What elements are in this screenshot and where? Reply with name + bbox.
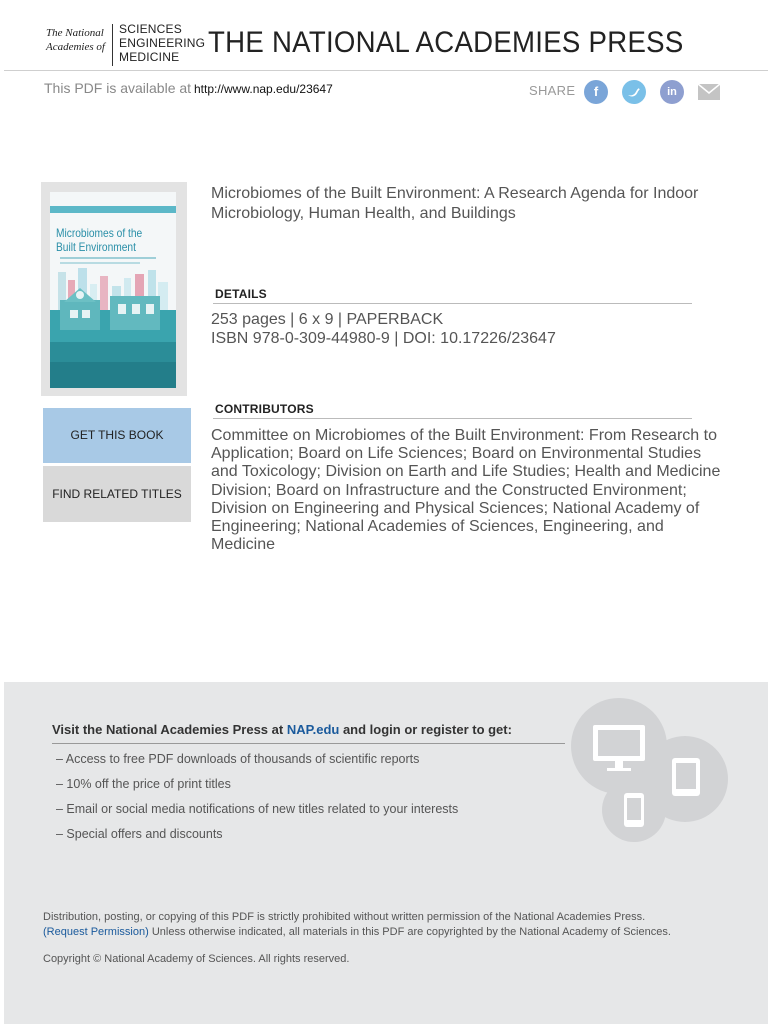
header-divider	[4, 70, 768, 71]
logo-line: SCIENCES	[119, 22, 182, 36]
book-title: Microbiomes of the Built Environment: A Research Agenda for Indoor Microbiology, Human Health, and Buildings	[211, 185, 699, 222]
details-pages: 253 pages | 6 x 9 | PAPERBACK	[211, 311, 444, 328]
monitor-icon	[593, 725, 645, 771]
copyright-notice: Copyright © National Academy of Sciences. All rights reserved.	[43, 953, 350, 965]
logo-left-text	[46, 26, 108, 54]
details-heading: DETAILS	[215, 287, 267, 301]
details-divider	[213, 303, 692, 304]
details-isbn: ISBN 978-0-309-44980-9 | DOI: 10.17226/23647	[211, 330, 556, 347]
contributors-divider	[213, 418, 692, 419]
logo-line: The National	[46, 27, 104, 39]
distribution-line2-text: Unless otherwise indicated, all materials in this PDF are copyrighted by the National Academy of Sciences.	[148, 926, 671, 938]
logo-line: MEDICINE	[119, 50, 180, 64]
logo-line: ENGINEERING	[119, 36, 206, 50]
visit-suffix: and login or register to get:	[339, 722, 512, 737]
book-cover[interactable]	[50, 192, 176, 388]
contributors-heading: CONTRIBUTORS	[215, 402, 314, 416]
benefit-item: – Access to free PDF downloads of thousands of scientific reports	[56, 752, 420, 766]
contributors-text: Committee on Microbiomes of the Built Environment: From Research to Application; Board on Life Sciences; Board on Environmental Studies and Toxicology; Division on Earth and Life Studies; Health and Medicine Division; Board on Infrastructure and the Constructed Environment; Division on Engineering and Physical Sciences; National Academy of Engineering; National Academies of Sciences, Engineering, and Medicine	[211, 427, 721, 554]
facebook-icon[interactable]: f	[584, 80, 608, 104]
press-title: THE NATIONAL ACADEMIES PRESS	[208, 26, 684, 59]
email-icon[interactable]	[698, 84, 720, 100]
linkedin-icon[interactable]: in	[660, 80, 684, 104]
distribution-line2	[43, 925, 743, 940]
cover-illustration	[50, 192, 176, 388]
book-url-link[interactable]: http://www.nap.edu/23647	[194, 82, 333, 96]
benefit-item: – Email or social media notifications of new titles related to your interests	[56, 802, 459, 816]
nap-link[interactable]: NAP.edu	[286, 722, 340, 737]
find-related-titles-button[interactable]: FIND RELATED TITLES	[43, 466, 191, 522]
benefit-item: – 10% off the price of print titles	[56, 777, 231, 791]
visit-prefix: Visit the National Academies Press at	[52, 722, 287, 737]
device-icons	[571, 698, 731, 844]
logo-right-text	[119, 22, 205, 64]
phone-icon	[624, 793, 644, 827]
availability-label: This PDF is available at	[44, 80, 192, 96]
benefit-item: – Special offers and discounts	[56, 827, 223, 841]
distribution-line: Distribution, posting, or copying of this PDF is strictly prohibited without written permission of the National Academies Press.	[43, 911, 646, 923]
logo-divider	[112, 24, 113, 66]
twitter-icon[interactable]	[622, 80, 646, 104]
cover-title-line: Built Environment	[56, 240, 136, 254]
tablet-icon	[672, 758, 700, 796]
visit-nap-line	[52, 722, 512, 737]
request-permission-link[interactable]: (Request Permission)	[43, 926, 149, 938]
share-label: SHARE	[529, 83, 576, 98]
visit-divider	[52, 743, 565, 744]
get-this-book-button[interactable]: GET THIS BOOK	[43, 408, 191, 463]
cover-title-line: Microbiomes of the	[56, 226, 143, 240]
distribution-notice	[43, 910, 743, 940]
logo-line: Academies of	[46, 41, 105, 53]
